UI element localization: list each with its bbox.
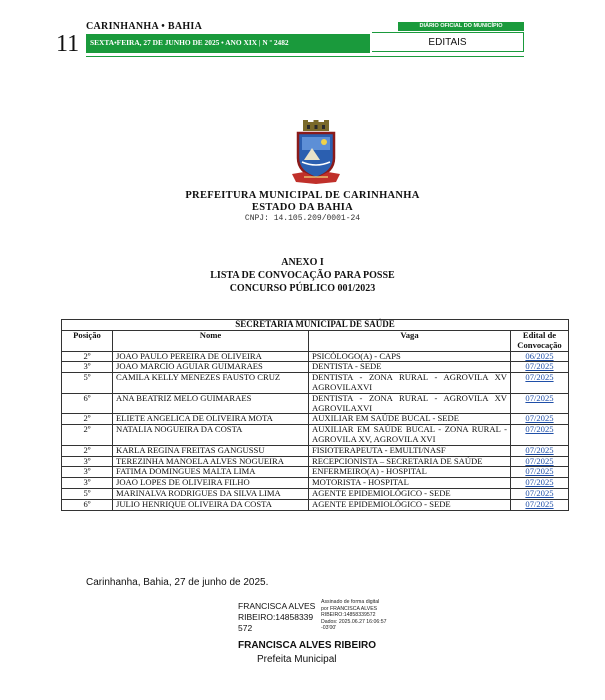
cell-edital-link[interactable]: 07/2025	[511, 467, 569, 478]
col-header-role: Vaga	[309, 331, 511, 352]
org-name: PREFEITURA MUNICIPAL DE CARINHANHA	[185, 190, 420, 201]
cell-role: MOTORISTA - HOSPITAL	[309, 478, 511, 489]
cell-edital-link[interactable]: 07/2025	[511, 393, 569, 414]
cell-role: AGENTE EPIDEMIOLÓGICO - SEDE	[309, 488, 511, 499]
cell-position: 3º	[62, 456, 113, 467]
section-label: EDITAIS	[372, 32, 524, 52]
cell-name: JOAO PAULO PEREIRA DE OLIVEIRA	[113, 351, 309, 362]
page-number: 11	[56, 31, 80, 57]
cell-name: JULIO HENRIQUE OLIVEIRA DA COSTA	[113, 499, 309, 510]
cell-position: 3º	[62, 467, 113, 478]
cell-role: PSICÓLOGO(A) - CAPS	[309, 351, 511, 362]
cell-edital-link[interactable]: 06/2025	[511, 351, 569, 362]
cell-role: FISIOTERAPEUTA - EMULTI/NASF	[309, 445, 511, 456]
cell-name: NATALIA NOGUEIRA DA COSTA	[113, 425, 309, 446]
table-row	[62, 445, 569, 456]
table-row	[62, 456, 569, 467]
cell-role: AGENTE EPIDEMIOLÓGICO - SEDE	[309, 499, 511, 510]
digital-line: RIBEIRO:14858339572	[321, 612, 376, 619]
table-row	[62, 414, 569, 425]
cell-name: MARINALVA RODRIGUES DA SILVA LIMA	[113, 488, 309, 499]
cell-role: DENTISTA - SEDE	[309, 362, 511, 373]
col-header-name: Nome	[113, 331, 309, 352]
gazette-header	[0, 0, 605, 64]
signer-block	[238, 601, 315, 634]
digital-line: por FRANCISCA ALVES	[321, 605, 378, 612]
table-row	[62, 467, 569, 478]
issue-date: SEXTA•FEIRA, 27 DE JUNHO DE 2025 • ANO XIX | N º 2482	[90, 38, 289, 47]
org-state: ESTADO DA BAHIA	[251, 202, 354, 213]
digital-line: Assinado de forma digital	[321, 599, 380, 605]
table-row	[62, 499, 569, 510]
city-line: CARINHANHA • BAHIA	[86, 21, 203, 32]
table-row	[62, 478, 569, 489]
cell-edital-link[interactable]: 07/2025	[511, 373, 569, 394]
cell-position: 3º	[62, 362, 113, 373]
table-row	[62, 362, 569, 373]
date-bar	[86, 34, 370, 53]
cell-edital-link[interactable]: 07/2025	[511, 414, 569, 425]
col-header-position: Posição	[62, 331, 113, 352]
signer-line: 572	[238, 623, 253, 633]
convocation-table	[61, 319, 569, 511]
cell-position: 2º	[62, 414, 113, 425]
cell-name: KARLA REGINA FREITAS GANGUSSU	[113, 445, 309, 456]
cell-position: 6º	[62, 393, 113, 414]
diario-label: DIÁRIO OFICIAL DO MUNICÍPIO	[398, 22, 524, 31]
contest-title: CONCURSO PÚBLICO 001/2023	[229, 283, 376, 294]
table-row	[62, 393, 569, 414]
digital-signature-stamp	[321, 599, 386, 632]
cell-role: AUXILIAR EM SAÚDE BUCAL - ZONA RURAL - AGROVILA XV, AGROVILA XVI	[309, 425, 511, 446]
cell-role: AUXILIAR EM SAÚDE BUCAL - SEDE	[309, 414, 511, 425]
table-row	[62, 351, 569, 362]
cell-position: 2º	[62, 425, 113, 446]
cell-edital-link[interactable]: 07/2025	[511, 478, 569, 489]
cell-position: 2º	[62, 445, 113, 456]
table-row	[62, 488, 569, 499]
digital-line: Dados: 2025.06.27 16:06:57	[321, 618, 387, 625]
cell-edital-link[interactable]: 07/2025	[511, 499, 569, 510]
cell-role: DENTISTA - ZONA RURAL - AGROVILA XV AGROVILAXVI	[309, 393, 511, 414]
digital-line: -03'00'	[321, 625, 337, 632]
cell-name: CAMILA KELLY MENEZES FAUSTO CRUZ	[113, 373, 309, 394]
signer-line: FRANCISCA ALVES	[238, 601, 316, 611]
table-row	[62, 373, 569, 394]
cell-position: 5º	[62, 373, 113, 394]
cell-position: 3º	[62, 478, 113, 489]
cell-position: 6º	[62, 499, 113, 510]
cell-edital-link[interactable]: 07/2025	[511, 445, 569, 456]
cell-role: DENTISTA - ZONA RURAL - AGROVILA XV AGROVILAXVI	[309, 373, 511, 394]
cell-edital-link[interactable]: 07/2025	[511, 425, 569, 446]
cell-name: ANA BEATRIZ MELO GUIMARAES	[113, 393, 309, 414]
cell-name: JOAO MARCIO AGUIAR GUIMARAES	[113, 362, 309, 373]
signer-role: Prefeita Municipal	[257, 654, 337, 665]
col-header-edital: Edital de Convocação	[511, 331, 569, 352]
signer-line: RIBEIRO:14858339	[238, 612, 314, 622]
table-row	[62, 425, 569, 446]
cell-edital-link[interactable]: 07/2025	[511, 362, 569, 373]
header-rule	[86, 56, 524, 57]
cell-role: RECEPCIONISTA – SECRETARIA DE SAÚDE	[309, 456, 511, 467]
annex-subtitle: LISTA DE CONVOCAÇÃO PARA POSSE	[210, 270, 395, 281]
cell-role: ENFERMEIRO(A) - HOSPITAL	[309, 467, 511, 478]
cell-name: ELIETE ANGELICA DE OLIVEIRA MOTA	[113, 414, 309, 425]
annex-title: ANEXO I	[281, 257, 324, 268]
cell-edital-link[interactable]: 07/2025	[511, 456, 569, 467]
table-body	[62, 351, 569, 510]
signer-name: FRANCISCA ALVES RIBEIRO	[238, 640, 376, 651]
cell-name: FATIMA DOMINGUES MALTA LIMA	[113, 467, 309, 478]
org-cnpj: CNPJ: 14.105.209/0001-24	[244, 214, 361, 223]
cell-position: 5º	[62, 488, 113, 499]
coat-of-arms-icon	[290, 120, 342, 186]
cell-name: JOAO LOPES DE OLIVEIRA FILHO	[113, 478, 309, 489]
table-section-title: SECRETARIA MUNICIPAL DE SAÚDE	[62, 320, 569, 331]
cell-name: TEREZINHA MANOELA ALVES NOGUEIRA	[113, 456, 309, 467]
cell-position: 2º	[62, 351, 113, 362]
cell-edital-link[interactable]: 07/2025	[511, 488, 569, 499]
place-date: Carinhanha, Bahia, 27 de junho de 2025.	[86, 577, 269, 588]
